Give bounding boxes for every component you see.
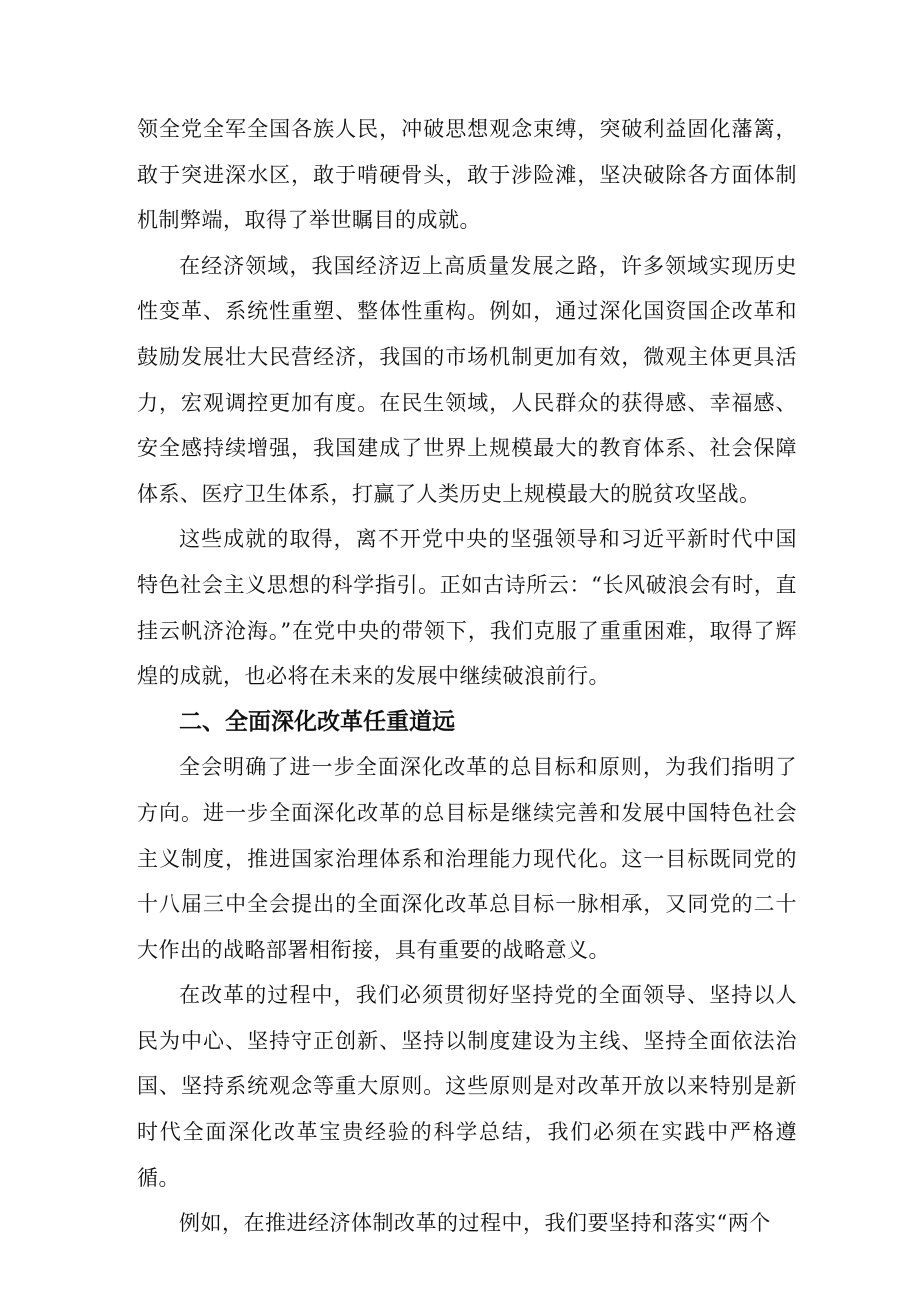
paragraph-example: 例如，在推进经济体制改革的过程中，我们要坚持和落实“两个 (179, 1211, 771, 1236)
paragraph-goal: 全会明确了进一步全面深化改革的总目标和原则，为我们指明了方向。进一步全面深化改革的总目标是继续完善和发展中国特色社会主义制度，推进国家治理体系和治理能力现代化。这一目标既同党的十八届三中全会提出的全面深化改革总目标一脉相承，又同党的二十大作出的战略部署相衔接，具有重要的战略意义。 (137, 755, 797, 962)
paragraph-principles: 在改革的过程中，我们必须贯彻好坚持党的全面领导、坚持以人民为中心、坚持守正创新、坚持以制度建设为主线、坚持全面依法治国、坚持系统观念等重大原则。这些原则是对改革开放以来特别是新时代全面深化改革宝贵经验的科学总结，我们必须在实践中严格遵循。 (137, 983, 797, 1190)
section-heading: 二、全面深化改革任重道远 (179, 708, 455, 735)
paragraph-economy: 在经济领域，我国经济迈上高质量发展之路，许多领域实现历史性变革、系统性重塑、整体性重构。例如，通过深化国资国企改革和鼓励发展壮大民营经济，我国的市场机制更加有效，微观主体更具活力，宏观调控更加有度。在民生领域，人民群众的获得感、幸福感、安全感持续增强，我国建成了世界上规模最大的教育体系、社会保障体系、医疗卫生体系，打赢了人类历史上规模最大的脱贫攻坚战。 (137, 253, 797, 506)
document-body (137, 107, 797, 1247)
paragraph-achievements: 这些成就的取得，离不开党中央的坚强领导和习近平新时代中国特色社会主义思想的科学指引。正如古诗所云：“长风破浪会有时，直挂云帆济沧海。”在党中央的带领下，我们克服了重重困难，取得了辉煌的成就，也必将在未来的发展中继续破浪前行。 (137, 527, 797, 689)
paragraph-continuation: 领全党全军全国各族人民，冲破思想观念束缚，突破利益固化藩篱，敢于突进深水区，敢于啃硬骨头，敢于涉险滩，坚决破除各方面体制机制弊端，取得了举世瞩目的成就。 (137, 117, 797, 233)
